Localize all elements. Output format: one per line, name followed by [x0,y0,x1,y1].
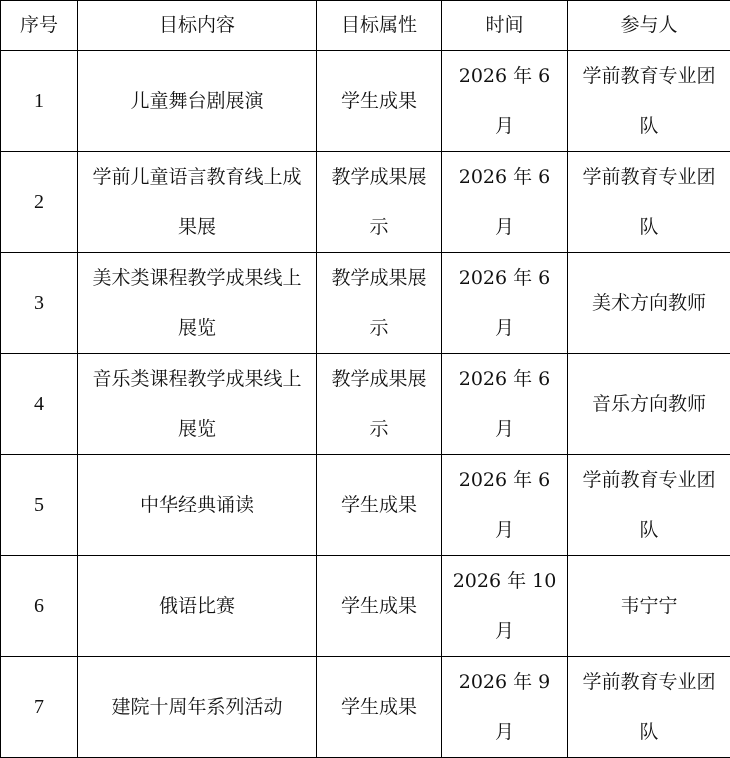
row-participants: 学前教育专业团队 [568,455,730,556]
row-attribute: 学生成果 [317,51,442,152]
header-attribute: 目标属性 [317,1,442,51]
table-row [1,354,730,455]
row-index: 5 [1,455,78,556]
row-index: 3 [1,253,78,354]
row-participants: 学前教育专业团队 [568,657,730,758]
header-participants: 参与人 [568,1,730,51]
row-time: 2026 年 6 月 [442,253,568,354]
row-participants: 美术方向教师 [568,253,730,354]
table-row [1,51,730,152]
row-attribute: 学生成果 [317,455,442,556]
row-time: 2026 年 9 月 [442,657,568,758]
row-content: 建院十周年系列活动 [78,657,317,758]
row-participants: 学前教育专业团队 [568,51,730,152]
row-index: 2 [1,152,78,253]
row-time: 2026 年 10 月 [442,556,568,657]
row-time: 2026 年 6 月 [442,354,568,455]
row-content: 中华经典诵读 [78,455,317,556]
table-row [1,455,730,556]
header-index: 序号 [1,1,78,51]
row-attribute: 学生成果 [317,657,442,758]
row-time: 2026 年 6 月 [442,455,568,556]
row-content: 美术类课程教学成果线上展览 [78,253,317,354]
header-content: 目标内容 [78,1,317,51]
header-time: 时间 [442,1,568,51]
row-participants: 学前教育专业团队 [568,152,730,253]
row-attribute: 教学成果展示 [317,152,442,253]
table-row [1,152,730,253]
row-index: 7 [1,657,78,758]
table-row [1,556,730,657]
row-time: 2026 年 6 月 [442,51,568,152]
row-content: 学前儿童语言教育线上成果展 [78,152,317,253]
table-header-row [1,1,730,51]
row-index: 1 [1,51,78,152]
row-content: 儿童舞台剧展演 [78,51,317,152]
table-row [1,657,730,758]
row-attribute: 教学成果展示 [317,354,442,455]
table-row [1,253,730,354]
row-index: 4 [1,354,78,455]
row-attribute: 学生成果 [317,556,442,657]
row-index: 6 [1,556,78,657]
row-participants: 韦宁宁 [568,556,730,657]
row-content: 音乐类课程教学成果线上展览 [78,354,317,455]
row-attribute: 教学成果展示 [317,253,442,354]
row-content: 俄语比赛 [78,556,317,657]
row-time: 2026 年 6 月 [442,152,568,253]
row-participants: 音乐方向教师 [568,354,730,455]
